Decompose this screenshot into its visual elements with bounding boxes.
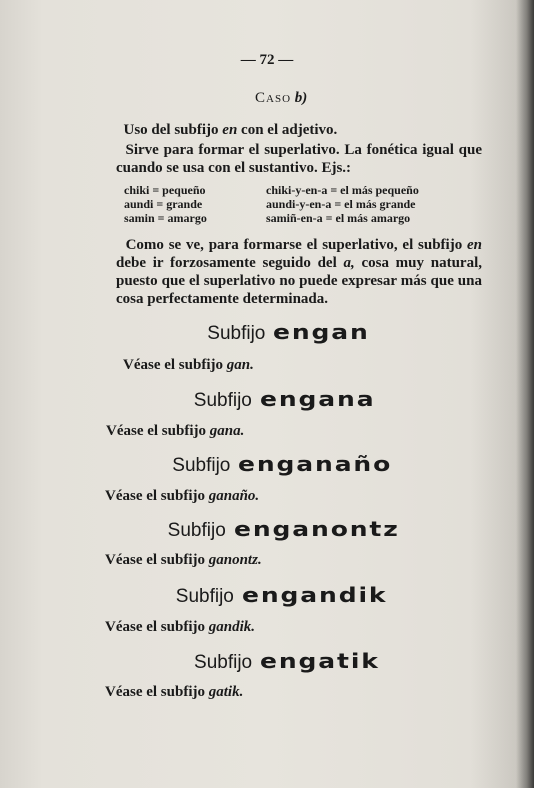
section-reference-engatik [105,684,243,701]
section-heading-enganontz [0,517,534,542]
section-heading-engana [0,387,534,412]
section-suffix: enganontz [233,517,400,541]
section-word: Subfijo [194,652,253,673]
para3-text-b: debe ir forzosamente seguido del [116,255,344,271]
reference-text: Véase el subfijo [105,552,205,568]
section-word: Subfijo [172,455,231,476]
section-suffix: engandik [241,583,388,607]
section-suffix: engatik [260,649,380,673]
case-heading [255,90,307,107]
section-heading-enganano [0,452,534,477]
page-number: — 72 — [240,52,294,68]
reference-target: gandik. [208,619,256,635]
reference-text: Véase el subfijo [123,357,223,373]
section-reference-enganano [105,488,259,505]
section-word: Subfijo [193,390,252,411]
paragraph-superlative [116,141,482,177]
paragraph-usage [116,121,482,139]
para3-emphasis-en: en [467,237,483,253]
para1-text-a: Uso del subfijo [123,122,223,138]
example-superlative: samiñ-en-a = el más amargo [266,211,411,225]
case-letter: b) [294,90,308,106]
section-reference-engandik [105,619,255,636]
reference-target: gatik. [208,684,244,700]
example-row [124,183,484,197]
case-label: Caso [255,90,292,106]
para2-text: Sirve para formar el superlativo. La fonética igual que cuando se usa con el sustantivo. Ejs.: [116,142,482,176]
section-word: Subfijo [207,323,266,344]
para3-emphasis-a: a, [343,255,355,271]
reference-target: ganontz. [208,552,262,568]
para3-text-c: cosa muy natural, puesto que el superlativo no puede expresar más que una cosa perfectamente determinada. [116,255,482,307]
section-reference-enganontz [105,552,262,569]
reference-text: Véase el subfijo [106,423,206,439]
example-superlative: aundi-y-en-a = el más grande [266,197,416,211]
example-base: chiki = pequeño [124,183,206,197]
section-heading-engandik [0,583,534,608]
paragraph-explanation [116,236,482,308]
para3-text-a: Como se ve, para formarse el superlativo, el subfijo [125,237,468,253]
section-suffix: engana [259,387,376,411]
example-superlative: chiki-y-en-a = el más pequeño [266,183,419,197]
reference-text: Véase el subfijo [105,488,205,504]
example-row [124,211,484,225]
example-base: aundi = grande [124,197,203,211]
section-suffix: engan [273,320,371,344]
para1-emphasis: en [222,122,238,138]
reference-target: ganaño. [208,488,260,504]
reference-target: gan. [226,357,254,373]
section-heading-engan [0,320,534,345]
section-word: Subfijo [167,520,226,541]
section-reference-engana [106,423,244,440]
para1-text-b: con el adjetivo. [237,122,338,138]
example-row [124,197,484,211]
examples-table [124,183,484,225]
reference-target: gana. [209,423,245,439]
example-base: samin = amargo [124,211,207,225]
reference-text: Véase el subfijo [105,619,205,635]
section-word: Subfijo [175,586,234,607]
section-heading-engatik [0,649,534,674]
section-reference-engan [123,357,254,374]
reference-text: Véase el subfijo [105,684,205,700]
section-suffix: enganaño [238,452,393,476]
